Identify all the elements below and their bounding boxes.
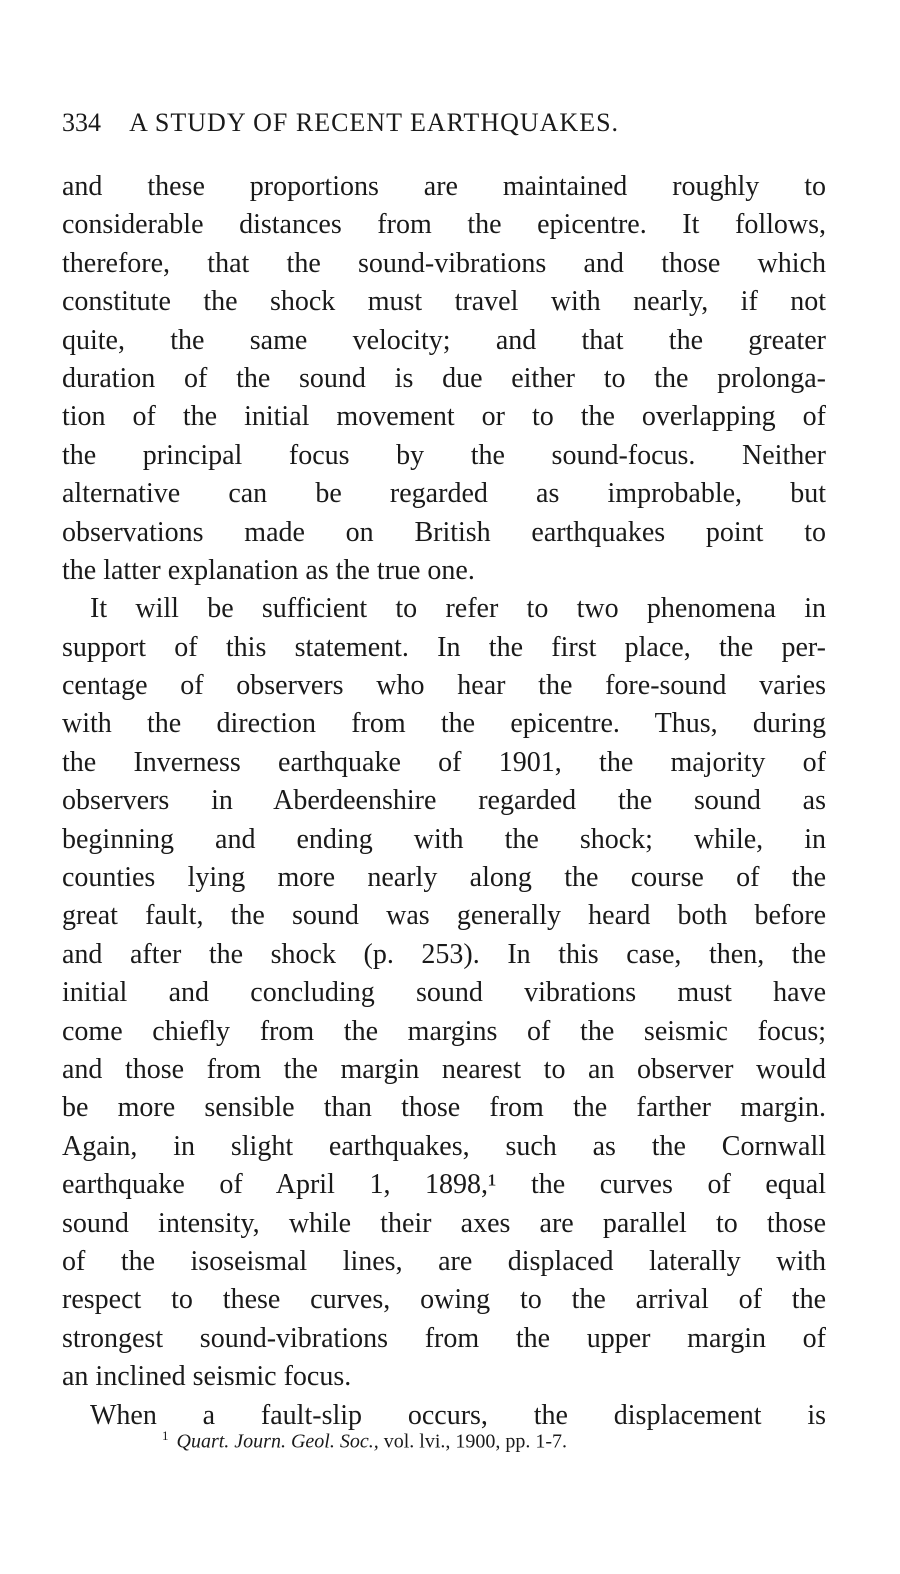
text-line: support of this statement. In the first place, the per-	[62, 631, 826, 663]
page-number: 334	[62, 108, 101, 137]
text-line: of the isoseismal lines, are displaced laterally with	[62, 1245, 826, 1277]
body-text	[62, 168, 826, 1435]
text-line: quite, the same velocity; and that the greater	[62, 324, 826, 356]
text-line: an inclined seismic focus.	[62, 1361, 352, 1393]
text-line: the latter explanation as the true one.	[62, 554, 475, 586]
footnote-marker: 1	[162, 1428, 169, 1443]
text-line: the Inverness earthquake of 1901, the majority of	[62, 746, 826, 778]
footnote-source: Quart. Journ. Geol. Soc.,	[176, 1430, 379, 1453]
running-title: A STUDY OF RECENT EARTHQUAKES.	[129, 108, 620, 137]
text-line: Again, in slight earthquakes, such as the Cornwall	[62, 1130, 826, 1162]
paragraph	[62, 590, 826, 1396]
text-line: strongest sound-vibrations from the upper margin of	[62, 1322, 826, 1354]
text-line: tion of the initial movement or to the overlapping of	[62, 401, 826, 433]
footnote-details: vol. lvi., 1900, pp. 1-7.	[378, 1430, 568, 1453]
text-line: duration of the sound is due either to the prolonga-	[62, 362, 826, 394]
text-line: therefore, that the sound-vibrations and those which	[62, 247, 826, 279]
text-line: observations made on British earthquakes point to	[62, 516, 826, 548]
text-line: respect to these curves, owing to the arrival of the	[62, 1284, 826, 1316]
running-header	[62, 108, 619, 138]
text-line: considerable distances from the epicentre. It follows,	[62, 209, 826, 241]
text-line: observers in Aberdeenshire regarded the sound as	[62, 785, 826, 817]
text-line: with the direction from the epicentre. Thus, during	[62, 708, 826, 740]
text-line: centage of observers who hear the fore-sound varies	[62, 670, 826, 702]
text-line: constitute the shock must travel with nearly, if not	[62, 286, 826, 318]
text-line: beginning and ending with the shock; while, in	[62, 823, 826, 855]
text-line: alternative can be regarded as improbable, but	[62, 478, 826, 510]
text-line: counties lying more nearly along the course of the	[62, 862, 826, 894]
text-line: and these proportions are maintained roughly to	[62, 171, 826, 202]
text-line: earthquake of April 1, 1898,¹ the curves of equal	[62, 1169, 826, 1201]
text-line: initial and concluding sound vibrations must have	[62, 977, 826, 1009]
text-line: great fault, the sound was generally heard both before	[62, 900, 826, 932]
text-line: It will be sufficient to refer to two phenomena in	[90, 593, 826, 625]
text-line: the principal focus by the sound-focus. Neither	[62, 439, 826, 471]
text-line: and after the shock (p. 253). In this case, then, the	[62, 938, 826, 970]
text-line: When a fault-slip occurs, the displacement is	[90, 1399, 826, 1431]
text-line: and those from the margin nearest to an observer would	[62, 1053, 826, 1085]
text-line: be more sensible than those from the farther margin.	[62, 1092, 826, 1124]
text-line: sound intensity, while their axes are parallel to those	[62, 1207, 826, 1239]
text-line: come chiefly from the margins of the seismic focus;	[62, 1015, 826, 1047]
footnote	[162, 1428, 567, 1454]
paragraph	[62, 168, 826, 590]
